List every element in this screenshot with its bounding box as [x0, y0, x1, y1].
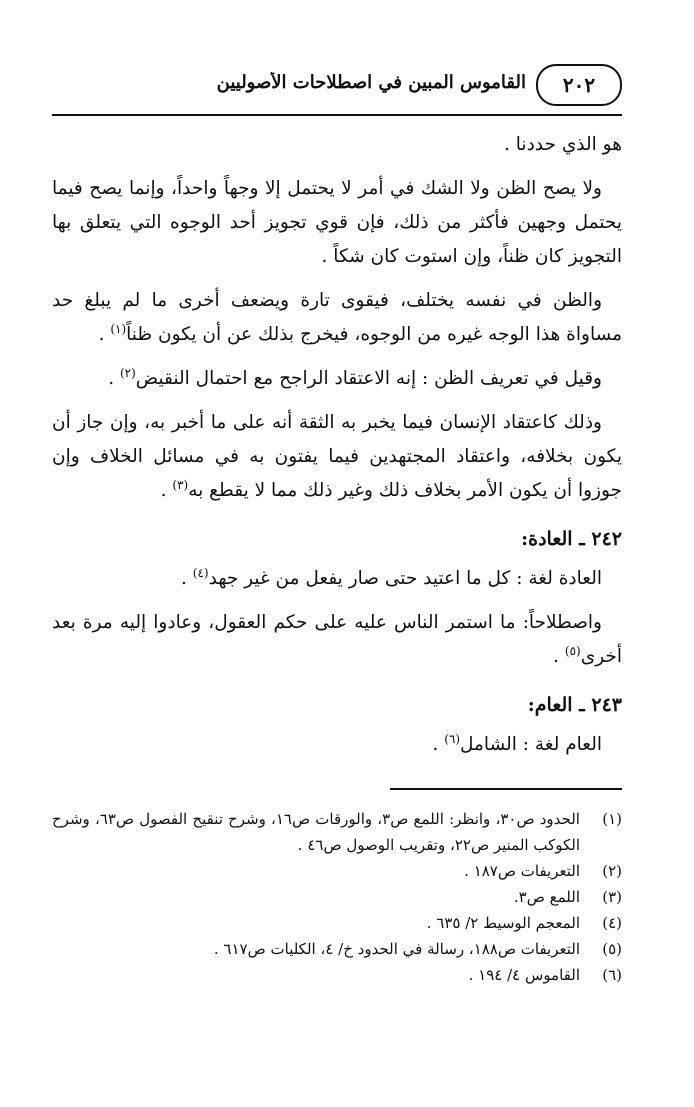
paragraph-text: والظن في نفسه يختلف، فيقوى تارة ويضعف أخرى ما لم يبلغ حد مساواة هذا الوجه غيره من الوجوه، فيخرج بذلك عن أن يكون ظناً: [52, 290, 622, 345]
entry-heading: ٢٤٣ ـ العام:: [527, 694, 622, 716]
footnote-text: القاموس ٤/ ١٩٤ .: [468, 966, 580, 984]
footnote-ref: (١): [110, 321, 127, 336]
footnote: [52, 936, 622, 962]
paragraph: [52, 284, 622, 352]
paragraph: [52, 728, 622, 762]
footnote-ref: (٤): [192, 565, 209, 580]
footnote-text: اللمع ص٣.: [513, 888, 580, 906]
footnote-ref: (٢): [119, 365, 136, 380]
paragraph-tail: .: [553, 646, 565, 667]
footnote-number: (٣): [602, 888, 622, 906]
paragraph-tail: .: [108, 368, 120, 389]
paragraph-text: هو الذي حددنا .: [504, 134, 622, 155]
running-title: القاموس المبين في اصطلاحات الأصوليين: [216, 72, 526, 93]
paragraph-tail: .: [181, 568, 193, 589]
paragraph-tail: .: [432, 734, 445, 755]
paragraph: [52, 172, 622, 274]
footnote-text: الحدود ص٣٠، وانظر: اللمع ص٣، والورقات ص١٦، وشرح تنقيح الفصول ص٦٣، وشرح الكوكب المنير ص٢٢، وتقريب الوصول ص٤٦ .: [52, 810, 580, 854]
paragraph-text: واصطلاحاً: ما استمر الناس عليه على حكم العقول، وعادوا إليه مرة بعد أخرى: [52, 612, 622, 667]
footnote: [52, 884, 622, 910]
paragraph: [52, 362, 622, 396]
footnote-number: (٤): [602, 914, 622, 932]
main-text: [52, 128, 622, 762]
footnote: [52, 910, 622, 936]
footnote-number: (١): [602, 810, 622, 828]
book-page: [52, 58, 622, 988]
paragraph: [52, 128, 622, 162]
footnote: [52, 806, 622, 858]
paragraph-text: ولا يصح الظن ولا الشك في أمر لا يحتمل إلا وجهاً واحداً، وإنما يصح فيما يحتمل وجهين فأكثر من ذلك، فإن قوي تجويز أحد الوجوه التي يتعلق بها التجويز كان ظناً، وإن استوت كان شكاً .: [52, 178, 622, 267]
paragraph-text: العام لغة : الشامل: [460, 734, 602, 755]
footnote-text: التعريفات ص١٨٧ .: [464, 862, 580, 880]
paragraph: [52, 562, 622, 596]
paragraph-text: وقيل في تعريف الظن : إنه الاعتقاد الراجح مع احتمال النقيض: [135, 368, 602, 389]
page-number-badge: ٢٠٢: [536, 64, 622, 106]
page-header: [52, 58, 622, 116]
paragraph: [52, 606, 622, 674]
footnote-ref: (٥): [564, 643, 581, 658]
paragraph: [52, 406, 622, 508]
footnote-ref: (٣): [172, 477, 189, 492]
paragraph-tail: .: [98, 324, 111, 345]
footnote-number: (٢): [602, 862, 622, 880]
footnote-text: التعريفات ص١٨٨، رسالة في الحدود خ/ ٤، الكليات ص٦١٧ .: [213, 940, 580, 958]
paragraph-text: وذلك كاعتقاد الإنسان فيما يخبر به الثقة أنه على ما أخبر به، وإن جاز أن يكون بخلافه، واعتقاد المجتهدين فيما يفتون به في مسائل الخلاف وإن جوزوا أن يكون الأمر بخلاف ذلك وغير ذلك مما لا يقطع به: [52, 412, 622, 501]
footnote-text: المعجم الوسيط ٢/ ٦٣٥ .: [426, 914, 580, 932]
paragraph-tail: .: [160, 480, 173, 501]
paragraph-text: العادة لغة : كل ما اعتيد حتى صار يفعل من غير جهد: [208, 568, 602, 589]
footnote: [52, 962, 622, 988]
entry-heading: ٢٤٢ ـ العادة:: [521, 528, 622, 550]
footnote-divider: [390, 788, 622, 790]
footnote-ref: (٦): [444, 731, 461, 746]
footnotes-list: [52, 806, 622, 988]
footnote-number: (٦): [602, 966, 622, 984]
footnote-number: (٥): [602, 940, 622, 958]
footnote: [52, 858, 622, 884]
